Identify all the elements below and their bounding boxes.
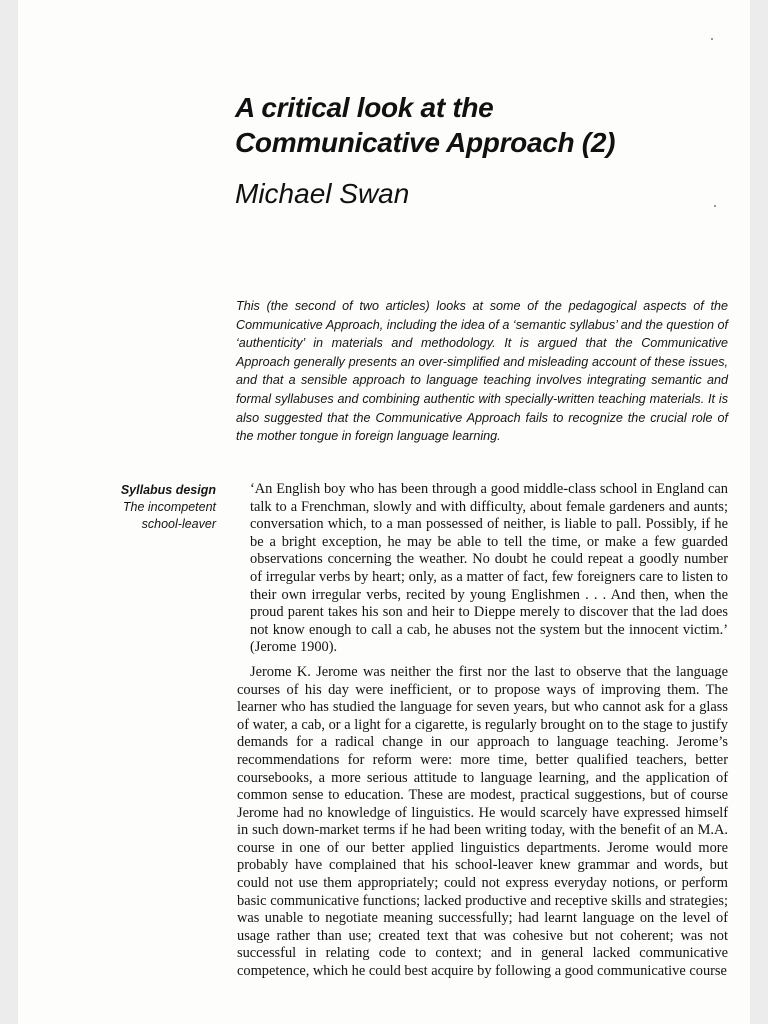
margin-notes (60, 482, 216, 533)
article-title (235, 90, 735, 160)
section-subheading-line-1: The incompetent (122, 500, 216, 514)
article-title-line-1: A critical look at the (235, 92, 494, 123)
article-abstract: This (the second of two articles) looks at some of the pedagogical aspects of the Communicative Approach, including the idea of a ‘semantic syllabus’ and the question of ‘authenticity’ in materials and methodology. It is argued that the Communicative Approach generally presents an over-simplified and misleading account of these issues, and that a sensible approach to language teaching involves integrating semantic and formal syllabuses and combining authentic with specially-written teaching materials. It is also suggested that the Communicative Approach fails to recognize the crucial role of the mother tongue in foreign language learning. (236, 299, 728, 444)
article-title-line-2: Communicative Approach (2) (235, 127, 616, 158)
body-paragraph: Jerome K. Jerome was neither the first nor the last to observe that the language courses of his day were inefficient, or to propose ways of improving them. The learner who has studied the language for seven years, but who cannot ask for a glass of water, a cab, or a light for a cigarette, is regularly brought on to the stage to justify demands for a radical change in our approach to language teaching. Jerome’s recommendations for reform were: more time, better qualified teachers, better coursebooks, a more serious attitude to language learning, and the application of common sense to education. These are modest, practical suggestions, but of course Jerome had no knowledge of linguistics. He would scarcely have expressed himself in such down-market terms if he had been writing today, with the benefit of an M.A. course in one of our better applied linguistics departments. Jerome would more probably have complained that his school-leaver knew grammar and words, but could not use them appropriately; could not express everyday notions, or perform basic communicative functions; lacked productive and receptive skills and strategies; was unable to negotiate meaning successfully; had learnt language on the level of usage rather than use; created text that was cohesive but not coherent; was not successful in relating code to context; and in general lacked communicative competence, which he could best acquire by following a good communicative course (237, 663, 728, 980)
article-body (237, 481, 728, 981)
scan-speck (711, 38, 713, 40)
scan-speck (714, 205, 716, 207)
section-subheading-line-2: school-leaver (141, 517, 216, 531)
article-author: Michael Swan (235, 178, 410, 209)
section-heading: Syllabus design (120, 483, 216, 497)
opening-quotation: ‘An English boy who has been through a good middle-class school in England can talk to a Frenchman, slowly and with difficulty, about female gardeners and aunts; conversation which, to a man possessed of neither, is liable to pall. Possibly, if he be a bright exception, he may be able to tell the time, or make a few guarded observations concerning the weather. No doubt he could repeat a goodly number of irregular verbs by heart; only, as a matter of fact, few foreigners care to listen to their own irregular verbs, recited by young Englishmen . . . And then, when the proud parent takes his son and heir to Dieppe merely to discover that the lad does not know enough to call a cab, he abuses not the system but the innocent victim.’ (Jerome 1900). (250, 481, 728, 656)
